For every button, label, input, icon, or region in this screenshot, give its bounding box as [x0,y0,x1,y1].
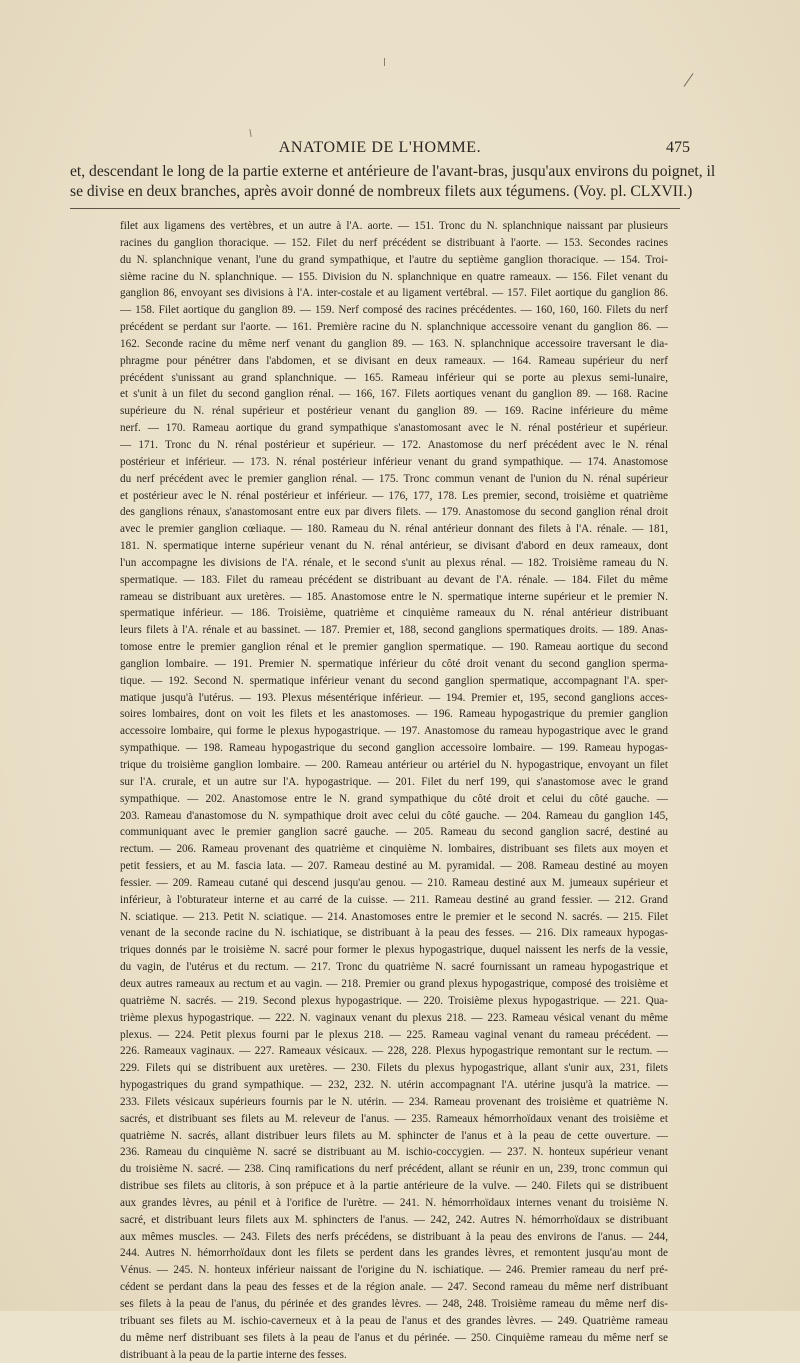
text-line: spermatique. — 183. Filet du rameau précédent se distribuant au devant de l'A. rénale. — 184. Filet du même [120,573,668,586]
text-line: du vagin, de l'utérus et du rectum. — 217. Tronc du quatrième N. sacré fournissant un rameau hypogastrique et [120,961,668,974]
text-line: sième racine du N. splanchnique. — 155. Division du N. splanchnique en quatre rameaux. — 156. Filet venant du [120,270,668,283]
text-line: distribuant à la peau de la partie interne des fesses. [120,1348,347,1361]
lead-paragraph [70,162,716,202]
text-line: deux autres rameaux au rectum et au vagin. — 218. Premier ou grand plexus hypogastrique, composé des troisième et [120,977,668,990]
text-line: sacré, et distribuant leurs filets aux M. sphincters de l'anus. — 242, 242. Autres N. hémorrhoïdaux se distribuant [120,1213,668,1226]
text-line: soires lombaires, dont on voit les filets et les anastomoses. — 196. Rameau hypogastrique du premier ganglion [120,708,668,721]
text-line: et s'unit à un filet du second ganglion rénal. — 166, 167. Filets aortiques venant du ganglion 89. — 168. Racine [120,388,668,401]
text-line: aux grandes lèvres, au pénil et à l'orifice de l'urètre. — 241. N. hémorrhoïdaux internes venant du troisième N. [120,1196,668,1209]
text-line: triques donnés par le troisième N. sacré pour former le plexus hypogastrique, duquel naissent les nerfs de la vessie, [120,944,668,957]
text-line: sacrés, et distribuant ses filets au M. releveur de l'anus. — 235. Rameaux hémorrhoïdaux venant des troisième et [120,1112,668,1125]
text-line: spermatique inférieur. — 186. Troisième, quatrième et cinquième rameaux du N. rénal antérieur distribuant [120,607,668,620]
text-line: filet aux ligamens des vertèbres, et un autre à l'A. aorte. — 151. Tronc du N. splanchnique naissant par plusieurs [120,220,668,232]
text-line: fessier. — 209. Rameau cutané qui descend jusqu'au genou. — 210. Rameau destiné aux M. jumeaux supérieur et [120,876,668,889]
lead-line: se divise en deux branches, après avoir donné de nombreux filets aux tégumens. (Voy. pl. CLXVII.) [70,183,693,200]
text-line: phragme pour pénétrer dans l'abdomen, et se divisant en deux rameaux. — 164. Rameau supérieur du nerf [120,354,668,367]
text-line: matique jusqu'à l'utérus. — 193. Plexus mésentérique inférieur. — 194. Premier et, 195, second ganglions acces- [120,691,668,704]
text-line: hypogastriques du grand sympathique. — 232, 232. N. utérin accompagnant l'A. utérine jusqu'à la matrice. — [120,1079,668,1092]
text-line: 226. Rameaux vaginaux. — 227. Rameaux vésicaux. — 228, 228. Plexus hypogastrique remontant sur le rectum. — [120,1045,668,1058]
text-line: communiquant avec le premier ganglion sacré gauche. — 205. Rameau du second ganglion sacré, destiné au [120,826,668,839]
text-line: racines du ganglion thoracique. — 152. Filet du nerf précédent se distribuant à l'aorte. — 153. Secondes racines [120,236,668,249]
text-line: ganglion lombaire. — 191. Premier N. spermatique inférieur du côté droit venant du second ganglion sperma- [120,657,668,670]
text-line: petit fessiers, et au M. fascia lata. — 207. Rameau destiné au M. pyramidal. — 208. Rameau destiné au moyen [120,860,668,873]
text-line: sympathique. — 198. Rameau hypogastrique du second ganglion accessoire lombaire. — 199. Rameau hypogas- [120,742,668,755]
text-line: ses filets à la peau de l'anus, du périnée et des grandes lèvres. — 248, 248. Troisième rameau du même nerf dis- [120,1298,668,1310]
pencil-mark [384,58,385,66]
text-line: avec le premier ganglion cœliaque. — 180. Rameau du N. rénal antérieur donnant des filets à l'A. rénale. — 181, [120,523,668,536]
text-line: supérieure du N. rénal supérieur et postérieur venant du ganglion 89. — 169. Racine inférieure du même [120,405,668,418]
text-line: N. sciatique. — 213. Petit N. sciatique. — 214. Anastomoses entre le premier et le second N. sacrés. — 215. Filet [120,910,668,923]
page-number: 475 [666,139,690,156]
text-line: Vénus. — 245. N. honteux inférieur naissant de l'origine du N. ischiatique. — 246. Premier rameau du nerf pré- [120,1264,668,1277]
text-line: plexus. — 224. Petit plexus fourni par le plexus 218. — 225. Rameau vaginal venant du rameau précédent. — [120,1028,668,1041]
text-line: du troisième N. sacré. — 238. Cinq ramifications du nerf précédent, allant se réunir en un, 239, tronc commun qui [120,1163,668,1176]
text-line: quatrième N. sacrés, allant distribuer leurs filets au M. sphincter de l'anus et à la peau de cette ouverture. — [120,1129,668,1142]
text-line: des ganglions rénaux, s'anastomosant entre eux par divers filets. — 179. Anastomose du second ganglion rénal droit [120,506,668,519]
text-line: du N. splanchnique venant, l'une du grand sympathique, et l'autre du septième ganglion thoracique. — 154. Troi- [120,253,668,266]
text-line: quatrième N. sacrés. — 219. Second plexus hypogastrique. — 220. Troisième plexus hypogastrique. — 221. Qua- [120,994,668,1007]
text-line: distribue ses filets au clitoris, à son prépuce et à la partie antérieure de la vulve. — 240. Filets qui se distribuent [120,1180,668,1193]
text-line: venant de la seconde racine du N. ischiatique, se distribuant à la peau des fesses. — 216. Dix rameaux hypogas- [120,927,668,940]
text-line: postérieur et inférieur. — 173. N. rénal postérieur inférieur venant du grand sympathique. — 174. Anastomose [120,455,668,468]
text-line: inférieur, à l'obturateur interne et au carré de la cuisse. — 211. Rameau destiné au grand fessier. — 212. Grand [120,893,668,906]
text-line: rectum. — 206. Rameau provenant des quatrième et cinquième N. lombaires, distribuant ses filets aux moyen et [120,843,668,856]
text-line: trique du troisième ganglion lombaire. — 200. Rameau antérieur ou artériel du N. hypogastrique, envoyant un filet [120,759,668,771]
lead-line: et, descendant le long de la partie externe et antérieure de l'avant-bras, jusqu'aux environs du poignet, il [70,163,716,180]
text-line: sympathique. — 202. Anastomose entre le N. grand sympathique du côté droit et celui du côté gauche. — [120,792,668,805]
text-line: du même nerf distribuant ses filets à la peau de l'anus et du périnée. — 250. Cinquième rameau du même nerf se [120,1331,668,1344]
text-line: du nerf précédent avec le premier ganglion rénal. — 175. Tronc commun venant de l'union du N. rénal supérieur [120,472,668,485]
text-line: 244. Autres N. hémorrhoïdaux dont les filets se perdent dans les grandes lèvres, et remontent jusqu'au mont de [120,1247,668,1260]
text-line: 203. Rameau d'anastomose du N. sympathique droit avec celui du côté gauche. — 204. Rameau du ganglion 145, [120,809,668,822]
text-line: rameau se distribuant aux uretères. — 185. Anastomose entre le N. spermatique interne supérieur et le premier N. [120,590,668,603]
text-line: cédent se perdant dans la peau des fesses et de la région anale. — 247. Second rameau du même nerf distribuant [120,1281,668,1294]
text-line: aux mêmes muscles. — 243. Filets des nerfs précédens, se distribuant à la peau des environs de l'anus. — 244, [120,1230,668,1243]
pencil-mark [684,73,694,87]
pencil-mark [249,129,251,137]
text-line: et postérieur avec le N. rénal postérieur et inférieur. — 176, 177, 178. Les premier, second, troisième et quatrième [120,489,668,502]
text-line: tribuant ses filets au M. ischio-caverneux et à la peau de l'anus et des grandes lèvres. — 249. Quatrième rameau [120,1314,668,1327]
text-line: précédent se perdant sur l'aorte. — 161. Première racine du N. splanchnique accessoire venant du ganglion 86. — [120,321,668,334]
text-line: — 158. Filet aortique du ganglion 89. — 159. Nerf composé des racines précédentes. — 160, 160, 160. Filets du nerf [120,304,668,317]
text-line: accessoire lombaire, qui forme le plexus hypogastrique. — 197. Anastomose du rameau hypogastrique avec le grand [120,725,668,738]
text-line: ganglion 86, envoyant ses divisions à l'A. inter-costale et au ligament vertébral. — 157. Filet aortique du ganglion 86. [120,287,668,300]
text-line: 181. N. spermatique interne supérieur venant du N. rénal antérieur, se divisant d'abord en deux rameaux, dont [120,540,668,553]
running-title: ANATOMIE DE L'HOMME. [278,139,482,156]
legend-text [120,218,668,1363]
page-header [70,139,690,163]
text-line: tomose entre le premier ganglion rénal et le premier ganglion spermatique. — 190. Rameau aortique du second [120,641,668,654]
text-line: nerf. — 170. Rameau aortique du grand sympathique s'anastomosant avec le N. rénal postérieur et supérieur. [120,422,668,435]
section-rule [70,208,680,209]
text-line: 233. Filets vésicaux supérieurs fournis par le N. utérin. — 234. Rameau provenant des troisième et quatrième N. [120,1095,668,1108]
text-line: précédent s'unissant au grand splanchnique. — 165. Rameau inférieur qui se porte au plexus semi-lunaire, [120,371,668,384]
text-line: 236. Rameau du cinquième N. sacré se distribuant au M. ischio-coccygien. — 237. N. honteux supérieur venant [120,1146,668,1159]
text-line: — 171. Tronc du N. rénal postérieur et supérieur. — 172. Anastomose du nerf précédent avec le N. rénal [120,438,668,451]
text-line: tique. — 192. Second N. spermatique inférieur venant du second ganglion spermatique, accompagnant l'A. sper- [120,674,668,687]
text-line: trième plexus hypogastrique. — 222. N. vaginaux venant du plexus 218. — 223. Rameau vésical venant du même [120,1011,668,1024]
text-line: leurs filets à l'A. rénale et au bassinet. — 187. Premier et, 188, second ganglions spermatiques droits. — 189. Anas- [120,624,668,637]
text-line: sur l'A. crurale, et un autre sur l'A. hypogastrique. — 201. Filet du nerf 199, qui s'anastomose avec le grand [120,775,668,788]
text-line: 162. Seconde racine du même nerf venant du ganglion 89. — 163. N. splanchnique accessoire traversant le dia- [120,337,668,350]
text-line: 229. Filets qui se distribuent aux uretères. — 230. Filets du plexus hypogastrique, allant s'unir aux, 231, filets [120,1062,668,1075]
text-line: l'un accompagne les divisions de l'A. rénale, et le second s'unit au plexus rénal. — 182. Troisième rameau du N. [120,556,668,569]
